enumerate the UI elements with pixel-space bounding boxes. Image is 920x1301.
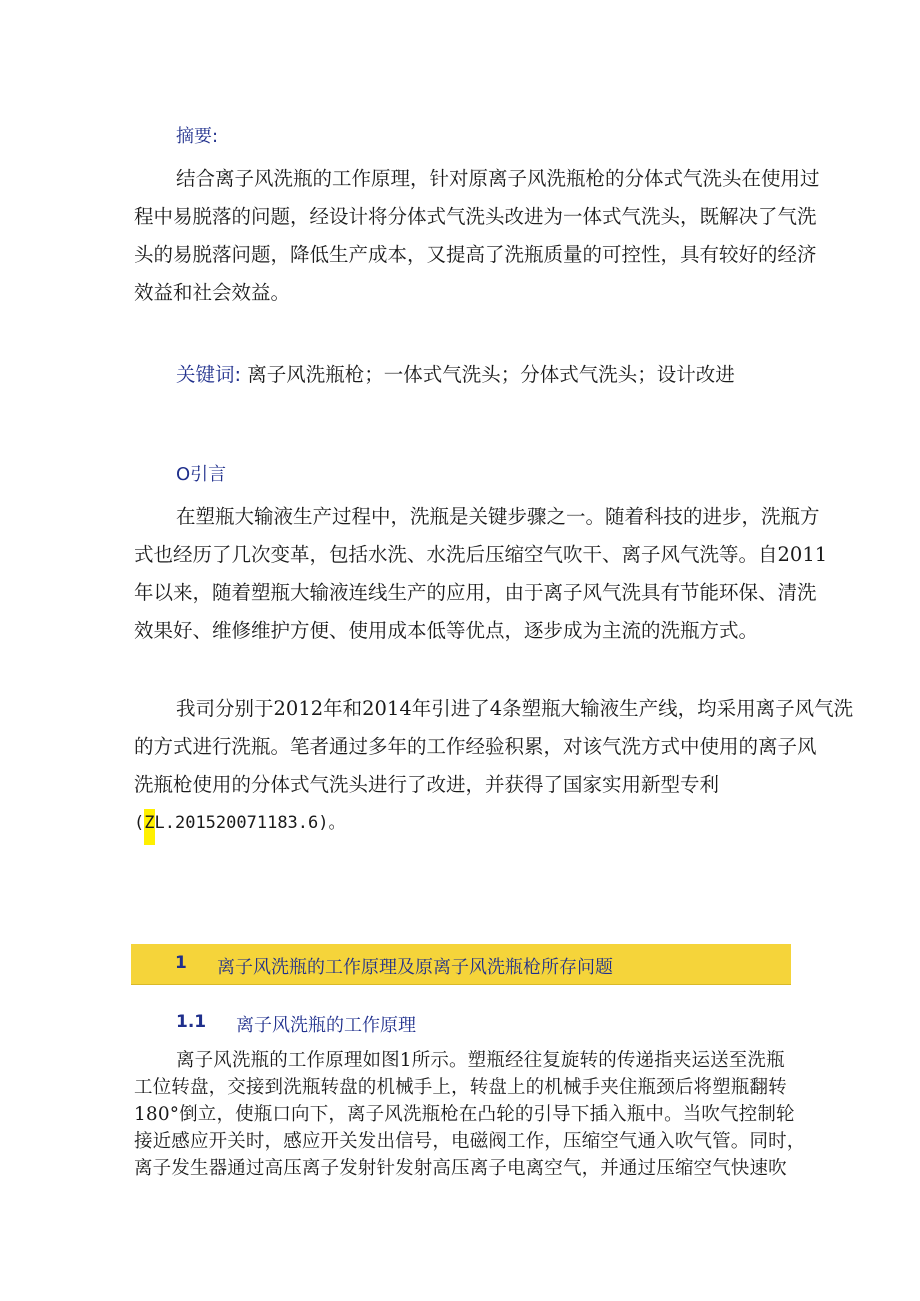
text-line: 离子发生器通过高压离子发射针发射高压离子电离空气，并通过压缩空气快速吹 (134, 1158, 787, 1179)
text-line: 洗瓶枪使用的分体式气洗头进行了改进，并获得了国家实用新型专利 (134, 773, 720, 796)
text-line: 离子风洗瓶的工作原理如图1所示。塑瓶经往复旋转的传递指夹运送至洗瓶 (176, 1050, 785, 1071)
subsection-1-1-paragraph (134, 1047, 806, 1182)
text-line: 年以来，随着塑瓶大输液连线生产的应用，由于离子风气洗具有节能环保、清洗 (134, 581, 817, 604)
keywords-text: 离子风洗瓶枪；一体式气洗头；分体式气洗头；设计改进 (247, 363, 735, 386)
keywords (176, 356, 796, 394)
intro-heading: O引言 (176, 464, 227, 485)
patent-open: ( (134, 813, 145, 833)
keywords-label: 关键词: (176, 363, 242, 386)
text-line: 接近感应开关时，感应开关发出信号，电磁阀工作，压缩空气通入吹气管。同时， (134, 1131, 806, 1152)
intro-paragraph-2 (134, 690, 854, 842)
abstract-paragraph (134, 160, 820, 312)
text-line: 在塑瓶大输液生产过程中，洗瓶是关键步骤之一。随着科技的进步，洗瓶方 (176, 505, 820, 528)
text-line: 式也经历了几次变革，包括水洗、水洗后压缩空气吹干、离子风气洗等。自2011 (134, 543, 828, 566)
intro-paragraph-1 (134, 498, 828, 650)
section-1-header (131, 944, 791, 985)
patent-number: L.201520071183.6)。 (154, 813, 346, 833)
section-1-title: 离子风洗瓶的工作原理及原离子风洗瓶枪所存问题 (217, 957, 613, 978)
text-line: 头的易脱落问题，降低生产成本，又提高了洗瓶质量的可控性，具有较好的经济 (134, 243, 817, 266)
text-line: 工位转盘，交接到洗瓶转盘的机械手上，转盘上的机械手夹住瓶颈后将塑瓶翻转 (134, 1077, 787, 1098)
text-line: 程中易脱落的问题，经设计将分体式气洗头改进为一体式气洗头，既解决了气洗 (134, 205, 817, 228)
section-1-number: 1 (175, 953, 187, 973)
subsection-1-1-number: 1.1 (176, 1012, 207, 1032)
text-line: 180°倒立，使瓶口向下，离子风洗瓶枪在凸轮的引导下插入瓶中。当吹气控制轮 (134, 1104, 795, 1125)
text-line: 效益和社会效益。 (134, 281, 291, 304)
text-line: 结合离子风洗瓶的工作原理，针对原离子风洗瓶枪的分体式气洗头在使用过 (176, 167, 820, 190)
subsection-1-1-title: 离子风洗瓶的工作原理 (236, 1015, 416, 1036)
text-line: 我司分别于2012年和2014年引进了4条塑瓶大输液生产线，均采用离子风气洗 (176, 697, 854, 720)
text-line: 的方式进行洗瓶。笔者通过多年的工作经验积累，对该气洗方式中使用的离子风 (134, 735, 817, 758)
text-line: 效果好、维修维护方便、使用成本低等优点，逐步成为主流的洗瓶方式。 (134, 619, 759, 642)
patent-line (134, 804, 790, 842)
abstract-heading: 摘要: (176, 126, 219, 147)
patent-highlight: Z (144, 809, 154, 845)
